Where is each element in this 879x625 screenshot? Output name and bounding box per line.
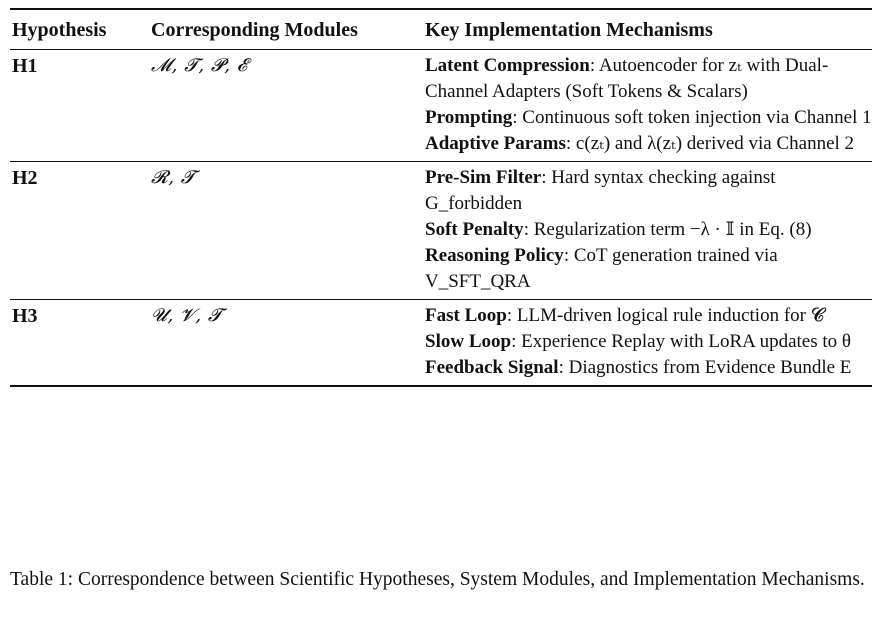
mechanisms-cell (423, 50, 872, 162)
mechanism-title: Reasoning Policy (425, 245, 564, 266)
mechanism-item (425, 329, 872, 355)
mechanism-title: Pre-Sim Filter (425, 167, 542, 188)
mechanism-text: : c(zₜ) and λ(zₜ) derived via Channel 2 (565, 133, 855, 154)
mechanism-item (425, 105, 872, 131)
modules-cell: 𝓤, 𝓥, 𝓣 (149, 300, 423, 387)
mechanism-title: Latent Compression (425, 55, 590, 76)
mechanism-text: : Autoencoder for zₜ with Dual-Channel Adapters (Soft Tokens & Scalars) (425, 55, 829, 102)
mechanism-title: Slow Loop (425, 331, 512, 352)
mechanisms-cell (423, 300, 872, 387)
modules-cell: 𝓡, 𝓣 (149, 162, 423, 300)
header-hypothesis: Hypothesis (10, 9, 149, 50)
header-mechanisms: Key Implementation Mechanisms (423, 9, 872, 50)
mechanism-title: Prompting (425, 107, 513, 128)
modules-cell: 𝓜, 𝓣, 𝓟, 𝓔 (149, 50, 423, 162)
hypothesis-cell: H2 (10, 162, 149, 300)
table-row (10, 50, 872, 162)
mechanism-item (425, 165, 872, 217)
table-header (10, 9, 872, 50)
mechanism-item (425, 53, 872, 105)
mechanism-text: : CoT generation trained via V_SFT_QRA (425, 245, 778, 292)
mechanism-text: : Diagnostics from Evidence Bundle E (558, 357, 852, 378)
mechanism-text: : Hard syntax checking against G_forbidden (425, 167, 776, 214)
hypothesis-cell: H1 (10, 50, 149, 162)
mechanism-title: Fast Loop (425, 305, 507, 326)
mechanisms-cell (423, 162, 872, 300)
mechanism-item (425, 217, 872, 243)
table-body (10, 50, 872, 387)
mechanism-text: : Experience Replay with LoRA updates to θ (511, 331, 852, 352)
mechanism-item (425, 303, 872, 329)
mechanism-title: Adaptive Params (425, 133, 566, 154)
mechanism-title: Feedback Signal (425, 357, 559, 378)
header-modules: Corresponding Modules (149, 9, 423, 50)
mechanism-item (425, 131, 872, 157)
mechanism-item (425, 355, 872, 381)
hypothesis-table (10, 8, 872, 387)
mechanism-item (425, 243, 872, 295)
table-row (10, 300, 872, 387)
header-row (10, 9, 872, 50)
mechanism-title: Soft Penalty (425, 219, 524, 240)
mechanism-text: : Regularization term −λ · 𝕀 in Eq. (8) (523, 219, 812, 240)
mechanism-text: : Continuous soft token injection via Channel 1 (512, 107, 872, 128)
table-row (10, 162, 872, 300)
results-table-container (10, 8, 872, 387)
table-caption: Table 1: Correspondence between Scientific Hypotheses, System Modules, and Implementation Mechanisms. (10, 569, 865, 590)
hypothesis-cell: H3 (10, 300, 149, 387)
mechanism-text: : LLM-driven logical rule induction for 𝓒 (506, 305, 825, 326)
